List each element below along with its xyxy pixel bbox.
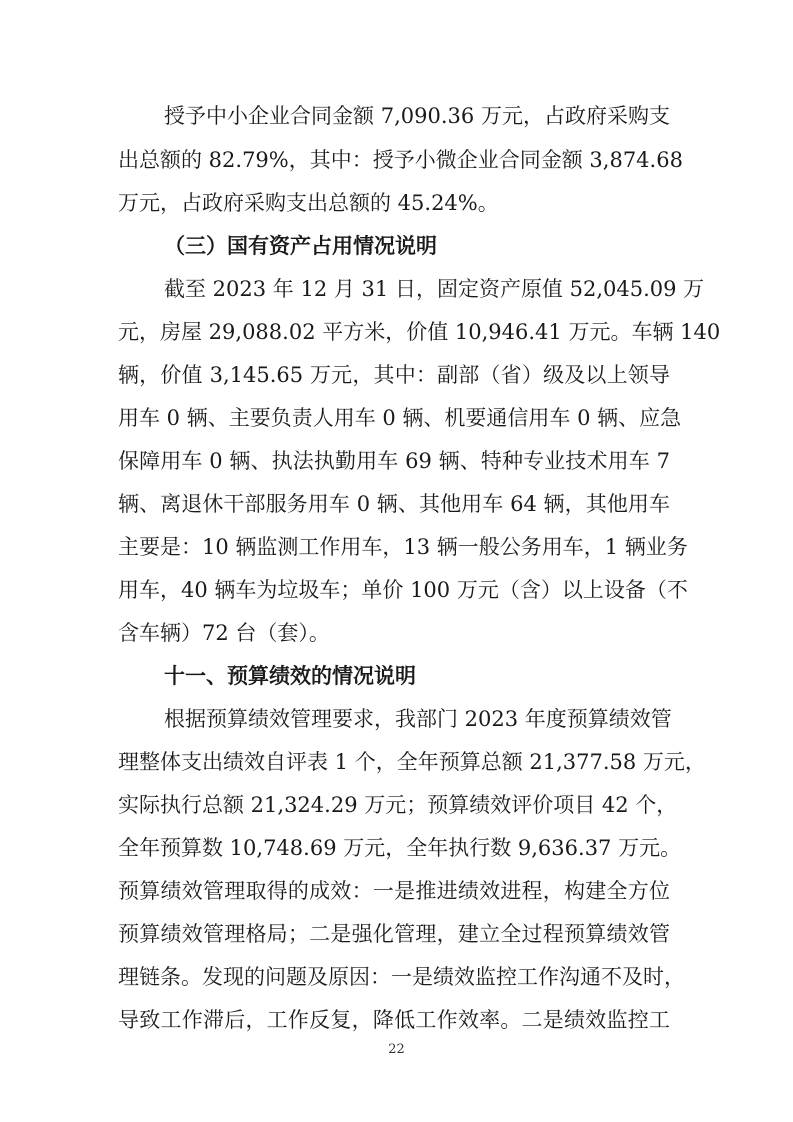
paragraph-line: 万元，占政府采购支出总额的 45.24%。	[118, 191, 499, 215]
paragraph-line: 截至 2023 年 12 月 31 日，固定资产原值 52,045.09 万	[164, 277, 705, 301]
paragraph-line: 含车辆）72 台（套）。	[118, 621, 330, 645]
paragraph-line: 理链条。发现的问题及原因：一是绩效监控工作沟通不及时，	[118, 965, 685, 989]
paragraph-line: 全年预算数 10,748.69 万元，全年执行数 9,636.37 万元。	[118, 836, 682, 860]
paragraph-line: 预算绩效管理取得的成效：一是推进绩效进程，构建全方位	[118, 879, 670, 903]
paragraph-line: 实际执行总额 21,324.29 万元；预算绩效评价项目 42 个，	[118, 793, 678, 817]
paragraph-line: 用车 0 辆、主要负责人用车 0 辆、机要通信用车 0 辆、应急	[118, 406, 682, 430]
paragraph-line: 辆，价值 3,145.65 万元，其中：副部（省）级及以上领导	[118, 363, 670, 387]
paragraph-line: 理整体支出绩效自评表 1 个，全年预算总额 21,377.58 万元，	[118, 750, 706, 774]
page-number: 22	[388, 1042, 405, 1057]
paragraph-line: 保障用车 0 辆、执法执勤用车 69 辆、特种专业技术用车 7	[118, 449, 670, 473]
paragraph-line: 导致工作滞后，工作反复，降低工作效率。二是绩效监控工	[118, 1008, 670, 1032]
paragraph-line: 主要是：10 辆监测工作用车，13 辆一般公务用车，1 辆业务	[118, 535, 688, 559]
paragraph-line: 元，房屋 29,088.02 平方米，价值 10,946.41 万元。车辆 140	[118, 320, 721, 344]
paragraph-line: 出总额的 82.79%，其中：授予小微企业合同金额 3,874.68	[118, 148, 683, 172]
paragraph-line: 预算绩效管理格局；二是强化管理，建立全过程预算绩效管	[118, 922, 670, 946]
section-heading-assets: （三）国有资产占用情况说明	[164, 234, 437, 258]
paragraph-line: 授予中小企业合同金额 7,090.36 万元，占政府采购支	[164, 104, 670, 128]
paragraph-line: 用车，40 辆车为垃圾车；单价 100 万元（含）以上设备（不	[118, 578, 688, 602]
section-heading-performance: 十一、预算绩效的情况说明	[164, 664, 416, 688]
paragraph-line: 辆、离退休干部服务用车 0 辆、其他用车 64 辆，其他用车	[118, 492, 670, 516]
paragraph-line: 根据预算绩效管理要求，我部门 2023 年度预算绩效管	[164, 707, 672, 731]
